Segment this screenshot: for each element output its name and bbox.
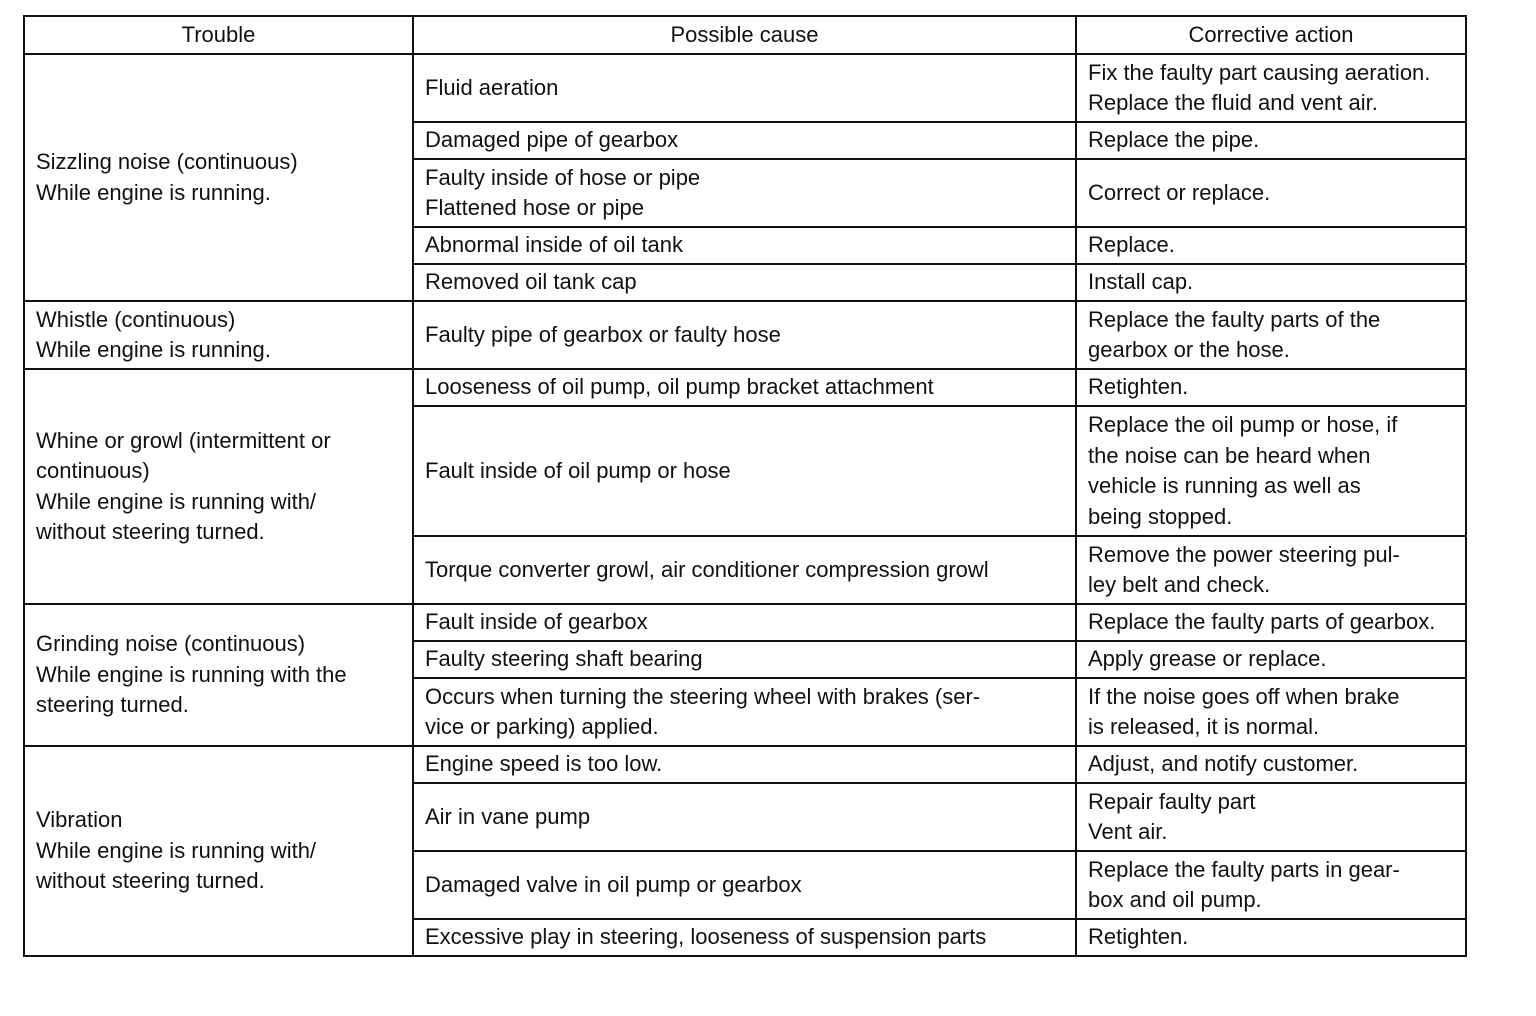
- trouble-cell-sizzling-noise: Sizzling noise (continuous) While engine is running.: [24, 54, 413, 301]
- header-possible-cause: Possible cause: [413, 16, 1076, 54]
- cause-cell: Looseness of oil pump, oil pump bracket attachment: [413, 369, 1076, 406]
- cause-cell: Abnormal inside of oil tank: [413, 227, 1076, 264]
- action-cell: Replace the pipe.: [1076, 122, 1466, 159]
- header-corrective-action: Corrective action: [1076, 16, 1466, 54]
- action-cell: Install cap.: [1076, 264, 1466, 301]
- cause-cell: Removed oil tank cap: [413, 264, 1076, 301]
- table-row: [24, 746, 1466, 783]
- cause-cell: Engine speed is too low.: [413, 746, 1076, 783]
- trouble-cell-whine-or-growl: Whine or growl (intermittent or continuous) While engine is running with/ without steering turned.: [24, 369, 413, 604]
- table-row: [24, 369, 1466, 406]
- trouble-cell-vibration: Vibration While engine is running with/ without steering turned.: [24, 746, 413, 956]
- cause-cell: Damaged valve in oil pump or gearbox: [413, 851, 1076, 919]
- cause-cell: Fault inside of oil pump or hose: [413, 406, 1076, 536]
- action-cell: Retighten.: [1076, 369, 1466, 406]
- table-row: [24, 301, 1466, 369]
- cause-cell: Torque converter growl, air conditioner compression growl: [413, 536, 1076, 604]
- cause-cell: Air in vane pump: [413, 783, 1076, 851]
- action-cell: Correct or replace.: [1076, 159, 1466, 227]
- action-cell: Adjust, and notify customer.: [1076, 746, 1466, 783]
- action-cell: Fix the faulty part causing aeration. Replace the fluid and vent air.: [1076, 54, 1466, 122]
- action-cell: Replace the faulty parts of the gearbox or the hose.: [1076, 301, 1466, 369]
- cause-cell: Damaged pipe of gearbox: [413, 122, 1076, 159]
- cause-cell: Faulty pipe of gearbox or faulty hose: [413, 301, 1076, 369]
- action-cell: Remove the power steering pul- ley belt and check.: [1076, 536, 1466, 604]
- cause-cell: Fault inside of gearbox: [413, 604, 1076, 641]
- action-cell: Replace the faulty parts in gear- box and oil pump.: [1076, 851, 1466, 919]
- action-cell: If the noise goes off when brake is released, it is normal.: [1076, 678, 1466, 746]
- table-row: [24, 54, 1466, 122]
- troubleshooting-table: [23, 15, 1467, 957]
- trouble-cell-grinding-noise: Grinding noise (continuous) While engine is running with the steering turned.: [24, 604, 413, 746]
- cause-cell: Occurs when turning the steering wheel with brakes (ser- vice or parking) applied.: [413, 678, 1076, 746]
- action-cell: Repair faulty part Vent air.: [1076, 783, 1466, 851]
- trouble-cell-whistle: Whistle (continuous) While engine is running.: [24, 301, 413, 369]
- header-trouble: Trouble: [24, 16, 413, 54]
- cause-cell: Excessive play in steering, looseness of suspension parts: [413, 919, 1076, 956]
- action-cell: Replace the faulty parts of gearbox.: [1076, 604, 1466, 641]
- table-header-row: [24, 16, 1466, 54]
- table-row: [24, 604, 1466, 641]
- action-cell: Replace.: [1076, 227, 1466, 264]
- action-cell: Apply grease or replace.: [1076, 641, 1466, 678]
- action-cell: Retighten.: [1076, 919, 1466, 956]
- cause-cell: Fluid aeration: [413, 54, 1076, 122]
- action-cell: Replace the oil pump or hose, if the noise can be heard when vehicle is running as well as being stopped.: [1076, 406, 1466, 536]
- cause-cell: Faulty inside of hose or pipe Flattened hose or pipe: [413, 159, 1076, 227]
- cause-cell: Faulty steering shaft bearing: [413, 641, 1076, 678]
